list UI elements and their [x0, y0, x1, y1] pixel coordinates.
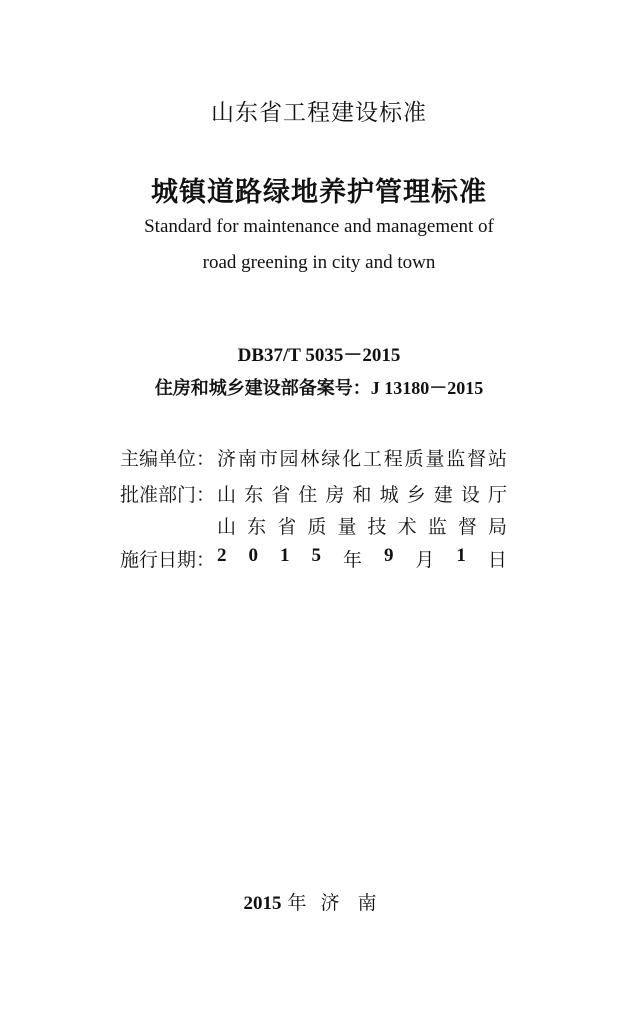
char: 济 [217, 448, 237, 470]
footer-year: 2015 [243, 893, 282, 914]
char: 化 [342, 448, 362, 470]
editor-value [217, 444, 507, 471]
char: 月 [415, 549, 435, 571]
char: 绿 [321, 448, 341, 470]
char: 术 [397, 516, 417, 538]
approver-row [120, 480, 515, 510]
char: 量 [425, 448, 445, 470]
char: 程 [383, 448, 403, 470]
char: 9 [383, 545, 394, 566]
record-number [0, 374, 638, 400]
char: 住 [298, 484, 318, 506]
standard-number: DB37/T 5035－2015 [237, 345, 401, 366]
english-title-line-1: Standard for maintenance and management of [144, 216, 494, 237]
editor-row [120, 444, 515, 474]
char: 设 [460, 484, 480, 506]
record-label: 住房和城乡建设部备案号： [154, 378, 371, 399]
char: 乡 [406, 484, 426, 506]
char: 日 [487, 549, 507, 571]
char: 山 [217, 484, 237, 506]
char: 站 [487, 448, 507, 470]
footer-year-unit: 年 [287, 892, 307, 914]
char: 建 [433, 484, 453, 506]
char: 监 [427, 516, 447, 538]
char: 技 [367, 516, 387, 538]
publication-footer [0, 888, 638, 915]
approver-value-1 [217, 480, 507, 507]
char: 省 [277, 516, 297, 538]
date-row [120, 545, 515, 575]
char: 5 [311, 545, 321, 566]
char: 东 [244, 484, 264, 506]
char: 工 [362, 448, 382, 470]
char: 监 [446, 448, 466, 470]
record-value: J 13180－2015 [370, 378, 484, 398]
char: 山 [217, 516, 237, 538]
char: 林 [300, 448, 320, 470]
char: 质 [307, 516, 327, 538]
approver-label: 批准部门： [120, 484, 216, 506]
char: 督 [457, 516, 477, 538]
series-title: 山东省工程建设标准 [211, 100, 427, 126]
approver-row-2 [120, 512, 515, 542]
editor-label: 主编单位： [120, 448, 216, 470]
char: 1 [279, 545, 290, 566]
char: 城 [379, 484, 399, 506]
char: 质 [404, 448, 424, 470]
char: 2 [217, 545, 227, 566]
char: 1 [456, 545, 466, 566]
char: 和 [352, 484, 372, 506]
date-value [217, 545, 507, 572]
char: 年 [342, 549, 362, 571]
char: 省 [271, 484, 291, 506]
approver-value-2 [217, 512, 507, 539]
char: 房 [325, 484, 345, 506]
char: 东 [247, 516, 267, 538]
footer-city: 济南 [320, 892, 395, 914]
char: 0 [248, 545, 258, 566]
char: 局 [487, 516, 507, 538]
char: 量 [337, 516, 357, 538]
date-label: 施行日期： [120, 549, 216, 571]
main-title: 城镇道路绿地养护管理标准 [151, 177, 487, 208]
char: 市 [258, 448, 278, 470]
char: 南 [237, 448, 257, 470]
english-title-line-2: road greening in city and town [202, 252, 436, 273]
char: 园 [279, 448, 299, 470]
char: 督 [467, 448, 487, 470]
char: 厅 [487, 484, 507, 506]
